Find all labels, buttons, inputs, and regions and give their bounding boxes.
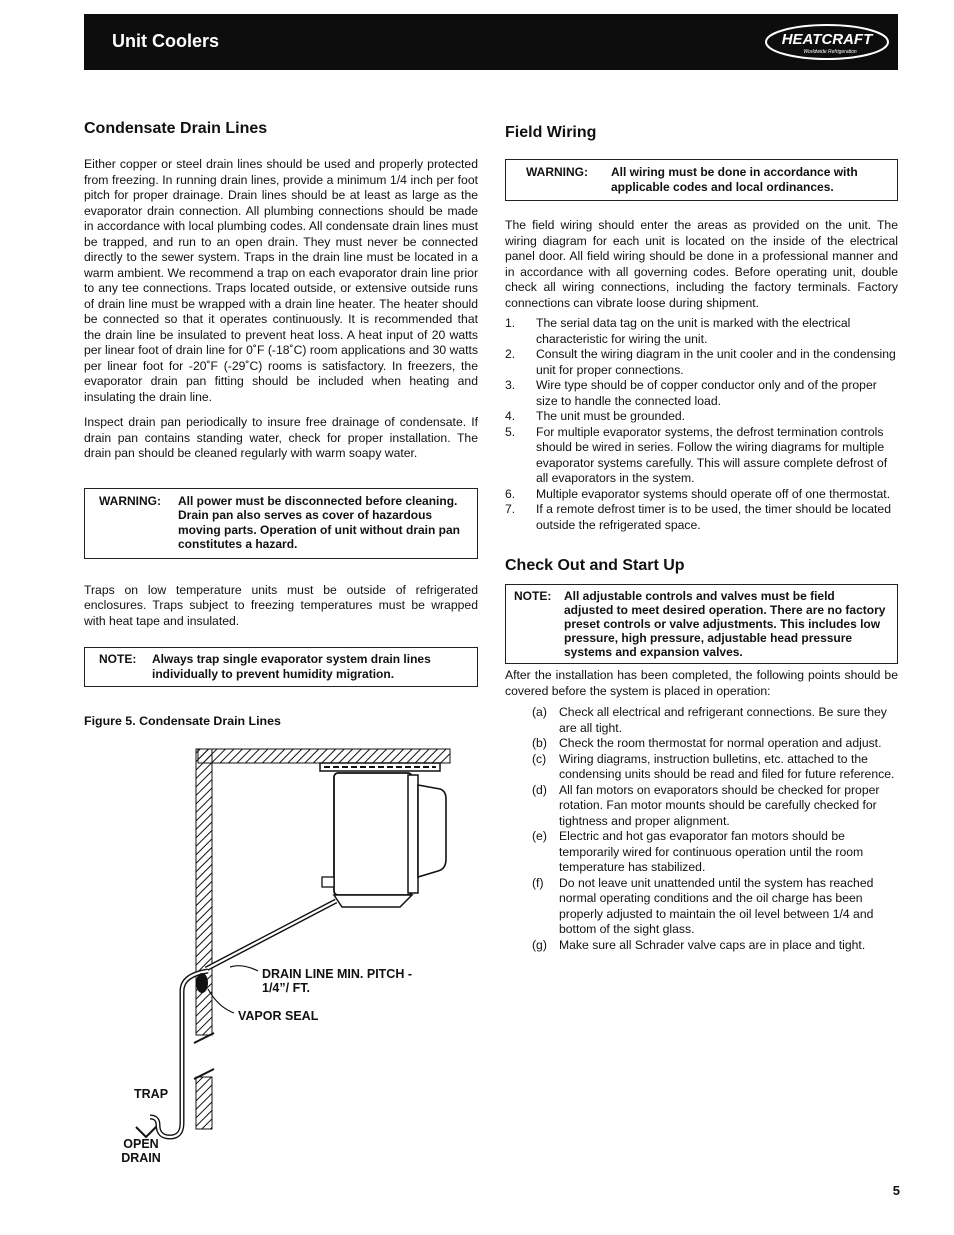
note-text: All adjustable controls and valves must be field adjusted to meet desired operation. There are no factory preset controls or valve adjustments. This includes low pressure, high pressure, adjustable head pressure systems and expansion valves. bbox=[564, 589, 886, 659]
warning-label: WARNING: bbox=[99, 493, 161, 508]
field-wiring-paragraph: The field wiring should enter the areas as provided on the unit. The wiring diagram for each unit is located on the inside of the electrical panel door. All field wiring should be done in a professional manner and in accordance with all governing codes. Before operating unit, double check all wiring connections, including the factory terminals. Factory connections can vibrate loose during shipment. bbox=[505, 218, 898, 310]
list-item: (a) Check all electrical and refrigerant connections. Be sure they are all tight. bbox=[532, 705, 887, 735]
note-text: Always trap single evaporator system drain lines individually to prevent humidity migration. bbox=[152, 652, 431, 681]
drain-pan bbox=[334, 895, 412, 907]
label-open-drain: OPEN DRAIN bbox=[121, 1137, 161, 1165]
left-column bbox=[84, 120, 478, 728]
wiring-steps-list bbox=[505, 316, 898, 533]
list-item: (c) Wiring diagrams, instruction bulletins, etc. attached to the condensing units should be read and filed for future reference. bbox=[532, 751, 895, 781]
list-item: (g) Make sure all Schrader valve caps are in place and tight. bbox=[532, 937, 866, 952]
warning-box-wiring bbox=[505, 159, 898, 201]
warning-text: All power must be disconnected before cleaning. Drain pan also serves as cover of hazardous moving parts. Operation of unit without drain pan constitutes a hazard. bbox=[178, 493, 460, 551]
header-title: Unit Coolers bbox=[112, 31, 220, 51]
unit-cooler-body bbox=[334, 773, 412, 895]
list-item: (f) Do not leave unit unattended until the system has reached normal operating conditions and the oil charge has been properly adjusted to maintain the oil level between 1/4 and bottom of the sight glass. bbox=[532, 875, 874, 936]
ceiling-hatch bbox=[198, 749, 450, 763]
open-drain-funnel bbox=[136, 1127, 156, 1137]
right-column bbox=[505, 124, 898, 953]
condensate-paragraph-2: Inspect drain pan periodically to insure free drainage of condensate. If drain pan contains standing water, check for proper installation. The drain pan should be cleaned regularly with warm soapy water. bbox=[84, 415, 478, 460]
list-item: 4. The unit must be grounded. bbox=[505, 409, 686, 423]
section-heading-checkout: Check Out and Start Up bbox=[505, 557, 685, 574]
list-item: (d) All fan motors on evaporators should be checked for proper rotation. Fan motor mounts should be carefully checked for tightness and proper alignment. bbox=[532, 782, 880, 828]
label-trap: TRAP bbox=[134, 1087, 169, 1101]
note-label: NOTE: bbox=[99, 652, 137, 666]
list-item: 3. Wire type should be of copper conductor only and of the proper size to handle the connected load. bbox=[505, 378, 877, 408]
list-item: 5. For multiple evaporator systems, the defrost termination controls should be wired in series. Follow the wiring diagrams for multiple evaporator systems carefully. This will assure complete defrost of all evaporators in the system. bbox=[505, 424, 888, 485]
fan-guard bbox=[418, 785, 446, 877]
logo-wordmark: HEATCRAFT bbox=[781, 31, 873, 48]
note-box-controls bbox=[505, 584, 898, 664]
note-label: NOTE: bbox=[514, 589, 552, 603]
page-number: 5 bbox=[892, 1183, 900, 1198]
page-header bbox=[84, 14, 898, 70]
list-item: (b) Check the room thermostat for normal operation and adjust. bbox=[532, 736, 882, 750]
checkout-list bbox=[505, 705, 898, 953]
list-item: 1. The serial data tag on the unit is marked with the electrical characteristic for wiring the unit. bbox=[505, 316, 851, 346]
condensate-paragraph-1: Either copper or steel drain lines should be used and properly protected from freezing. In running drain lines, provide a minimum 1/4 inch per foot pitch for proper drainage. Drain lines should be at least as large as the evaporator drain connection. All plumbing connections should be made in accordance with local plumbing codes. All condensate drain lines must be trapped, and run to an open drain. They must never be connected directly to the sewer system. Traps in the drain line must be located in a warm ambient. We recommend a trap on each evaporator drain line prior to any tee connections. Traps located outside, or extensive outside runs of drain line must be wrapped with a drain line heater. The heater should be connected so that it operates continuously. It is recommended that the drain line be insulated to prevent heat loss. A heat input of 20 watts per linear foot of drain line for 0˚F (-18˚C) room applications and 30 watts per linear foot for -20˚F (-29˚C) rooms is satisfactory. In freezers, the evaporator drain pan fitting should be included when heating and insulating the drain line. bbox=[84, 157, 478, 404]
list-item: (e) Electric and hot gas evaporator fan motors should be temporarily wired for continuous operation until the room temperature has stabilized. bbox=[532, 829, 864, 874]
section-heading-condensate: Condensate Drain Lines bbox=[84, 120, 268, 137]
section-heading-field-wiring: Field Wiring bbox=[505, 124, 597, 141]
heatcraft-logo bbox=[764, 22, 890, 62]
traps-paragraph: Traps on low temperature units must be outside of refrigerated enclosures. Traps subject to freezing temperatures must be wrapped with heat tape and insulated. bbox=[84, 582, 478, 628]
warning-label: WARNING: bbox=[526, 165, 588, 179]
drain-diagram bbox=[110, 745, 460, 1175]
logo-tagline: Worldwide Refrigeration bbox=[803, 49, 857, 55]
label-drain-line: DRAIN LINE MIN. PITCH - 1/4”/ FT. bbox=[262, 967, 412, 995]
checkout-paragraph: After the installation has been completed, the following points should be covered before the system is placed in operation: bbox=[505, 668, 898, 698]
warning-box-drain-pan bbox=[84, 488, 478, 559]
note-box-trap bbox=[84, 647, 478, 687]
list-item: 6. Multiple evaporator systems should operate off of one thermostat. bbox=[505, 486, 891, 501]
condensate-drain-figure bbox=[110, 745, 460, 1175]
wall-hatch-lower bbox=[196, 1077, 212, 1129]
list-item: 7. If a remote defrost timer is to be used, the timer should be located outside the refrigerated space. bbox=[505, 502, 891, 532]
warning-text: All wiring must be done in accordance with applicable codes and local ordinances. bbox=[611, 165, 858, 194]
label-vapor-seal: VAPOR SEAL bbox=[238, 1009, 319, 1023]
vapor-seal bbox=[196, 973, 208, 993]
list-item: 2. Consult the wiring diagram in the unit cooler and in the condensing unit for proper connections. bbox=[505, 347, 896, 377]
figure-caption: Figure 5. Condensate Drain Lines bbox=[84, 714, 281, 728]
